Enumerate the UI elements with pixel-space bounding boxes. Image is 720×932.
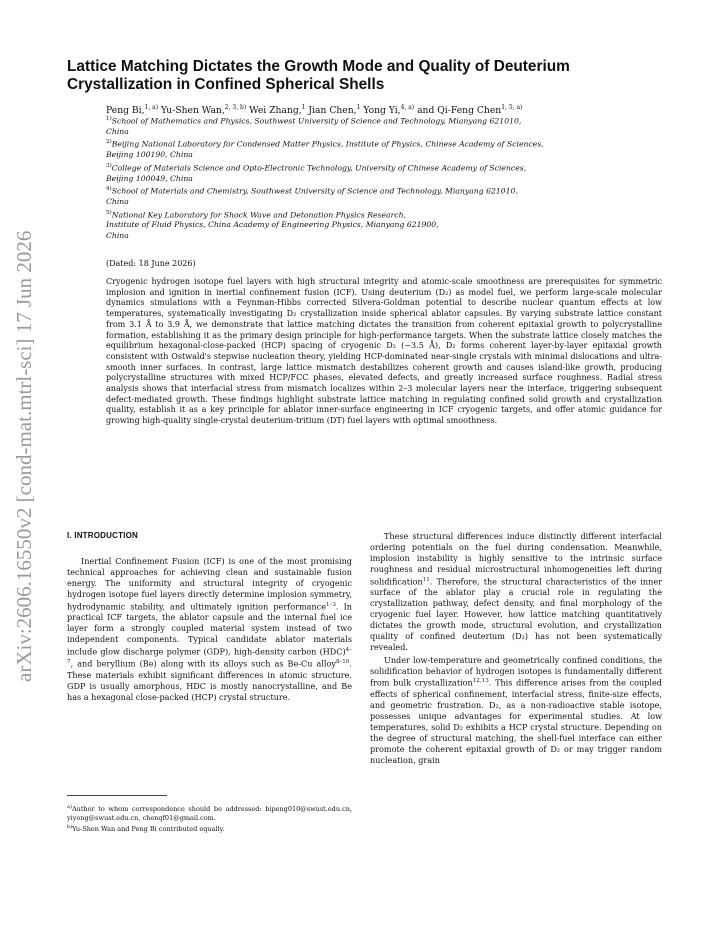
author-name: and Qi-Feng Chen: [417, 105, 502, 117]
author-sup: 2, 3, b): [224, 104, 247, 111]
author-sup: 1, 5, a): [501, 104, 523, 111]
footnote-text: Yu-Shen Wan and Peng Bi contributed equally.: [72, 825, 225, 834]
affiliation-number: 3): [106, 162, 112, 169]
text-run: Under low-temperature and geometrically confined conditions, the solidification behavior of hydrogen isotopes is fundamentally different from bulk crystallization: [370, 654, 662, 689]
footnote-marker: b): [67, 824, 73, 831]
affiliation-text: China: [106, 230, 129, 240]
affiliation-list: [106, 114, 666, 241]
text-run: . This difference arises from the coupled effects of spherical confinement, interfacial stress, finite-size effects, and geometric frustration. D₂, as a non-radioactive stable isotope, possesses unique advantages for experimental studies. At low temperatures, solid D₂ exhibits a HCP crystal structure. Depending on the degree of structural matching, the shell-fuel interface can either promote the coherent epitaxial growth of D₂ or may trigger random nucleation, grain: [370, 678, 662, 765]
footnote: [67, 823, 352, 834]
footnote-text: Author to whom correspondence should be addressed: bipeng010@swust.edu.cn, yiyong@swust.edu.cn, chenqf01@gmail.com.: [67, 805, 352, 823]
affiliation-text: Institute of Fluid Physics, China Academy of Engineering Physics, Mianyang 621900,: [106, 220, 439, 230]
arxiv-sidebar: [12, 0, 42, 932]
affiliation: [106, 184, 666, 207]
footnote-marker: a): [67, 804, 72, 810]
footnote-divider: [67, 795, 167, 796]
author-name: Wei Zhang,: [249, 105, 302, 117]
affiliation-number: 2): [106, 139, 112, 146]
right-column: [370, 531, 662, 765]
citation: 8–10: [335, 659, 350, 666]
citation: 11: [422, 576, 430, 583]
author-sup: 1: [356, 104, 361, 111]
paragraph: [370, 531, 662, 653]
footnotes: [67, 803, 352, 834]
text-run: These structural differences induce distinctly different interfacial ordering potentials on the fuel during condensation. Meanwhile, implosion instability is highly sensitive to the intrinsic surface roughness and residual microstructural inhomogeneities left during solidification: [370, 531, 662, 587]
author-sup: 1: [301, 104, 306, 111]
affiliation: [106, 161, 666, 184]
text-run: Inertial Confinement Fusion (ICF) is one of the most promising technical approaches for achieving clean and sustainable fusion energy. The uniformity and structural integrity of cryogenic hydrogen isotope fuel layers directly determine implosion symmetry, hydrodynamic stability, and ultimately ignition performance: [67, 555, 352, 612]
author-sup: 1, a): [144, 104, 159, 111]
text-run: . In practical ICF targets, the ablator capsule and the internal fuel ice layer form a strongly coupled material system instead of two independent components. Typical candidate ablator materials include glow discharge polymer (GDP), high-density carbon (HDC): [67, 601, 352, 657]
citation: 1–3: [325, 601, 336, 608]
author-name: Jian Chen,: [308, 105, 357, 117]
affiliation-number: 4): [106, 186, 112, 193]
section-heading: I. INTRODUCTION: [67, 531, 138, 540]
text-run: . Therefore, the structural characteristics of the inner surface of the ablator play a crucial role in regulating the crystallization pathway, defect density, and final morphology of the cryogenic fuel layer. However, how lattice matching quantitatively dictates the growth mode, structural evolution, and crystallization quality of confined deuterium (D₂) has not been systematically revealed.: [370, 576, 662, 652]
affiliation-text: School of Materials and Chemistry, Southwest University of Science and Technology, Mianyang 621010,: [111, 186, 518, 196]
affiliation-text: Beijing 100190, China: [106, 150, 193, 160]
paragraph: [67, 556, 352, 703]
paragraph: [370, 655, 662, 766]
affiliation-number: 5): [106, 209, 112, 216]
affiliation-text: College of Materials Science and Opto-Electronic Technology, University of Chinese Academy of Sciences,: [111, 163, 527, 173]
date-line: (Dated: 18 June 2026): [106, 259, 196, 268]
affiliation-number: 1): [106, 116, 112, 122]
affiliation: [106, 114, 666, 137]
affiliation: [106, 137, 666, 160]
text-run: . These materials exhibit significant differences in atomic structure. GDP is usually amorphous, HDC is mostly nanocrystalline, and Be has a hexagonal close-packed (HCP) crystal structure.: [67, 659, 352, 702]
author-name: Peng Bi,: [106, 105, 145, 117]
arxiv-identifier: arXiv:2606.16550v2 [cond-mat.mtrl-sci] 17 Jun 2026: [12, 230, 36, 682]
affiliation-text: China: [106, 126, 129, 136]
affiliation: [106, 208, 666, 242]
paper-title: Lattice Matching Dictates the Growth Mode and Quality of Deuterium Crystallization in Confined Spherical Shells: [67, 58, 570, 93]
author-name: Yong Yi,: [363, 105, 401, 117]
author-name: Yu-Shen Wan,: [161, 105, 225, 117]
affiliation-text: Beijing National Laboratory for Condensed Matter Physics, Institute of Physics, Chinese Academy of Sciences,: [111, 139, 544, 149]
citation: 12,13: [472, 678, 489, 685]
citation: 4–7: [67, 646, 352, 666]
footnote: [67, 803, 352, 823]
left-column: [67, 531, 352, 703]
text-run: , and beryllium (Be) along with its alloys such as Be-Cu alloy: [70, 659, 336, 670]
affiliation-text: National Key Laboratory for Shock Wave and Detonation Physics Research,: [111, 210, 407, 220]
abstract: Cryogenic hydrogen isotope fuel layers with high structural integrity and atomic-scale smoothness are prerequisites for symmetric implosion and ignition in inertial confinement fusion (ICF). Using deuterium (D₂) as model fuel, we perform large-scale molecular dynamics simulations with a Feynman-Hibbs corrected Silvera-Goldman potential to describe nuclear quantum effects at low temperatures, systematically investigating D₂ crystallization inside spherical ablator capsules. By varying substrate lattice constant from 3.1 Å to 3.9 Å, we demonstrate that lattice matching dictates the transition from coherent epitaxial growth to polycrystalline formation, establishing it as the primary design principle for high-performance targets. When the substrate lattice closely matches the equilibrium hexagonal-close-packed (HCP) spacing of cryogenic D₂ (∼3.5 Å), D₂ forms coherent layer-by-layer epitaxial growth consistent with Ostwald's stepwise nucleation theory, yielding HCP-dominated near-single crystals with minimal dislocations and ultra-smooth inner surfaces. In contrast, large lattice mismatch destabilizes coherent growth and causes island-like growth, producing polycrystalline structures with mixed HCP/FCC phases, elevated defects, and greatly increased surface roughness. Radial stress analysis shows that interfacial stress from mismatch localizes within 2–3 molecular layers near the interface, triggering subsequent defect-mediated growth. These findings highlight substrate lattice matching in regulating confined solid growth and crystallization quality, establish it as a key principle for ablator inner-surface engineering in ICF cryogenic targets, and offer atomic guidance for growing high-quality single-crystal deuterium-tritium (DT) fuel layers with optimal smoothness.: [106, 277, 662, 426]
affiliation-text: School of Mathematics and Physics, Southwest University of Science and Technology, Mianyang 621010,: [111, 116, 522, 126]
author-sup: 4, a): [400, 104, 415, 111]
affiliation-text: China: [106, 197, 129, 207]
affiliation-text: Beijing 100049, China: [106, 173, 193, 183]
